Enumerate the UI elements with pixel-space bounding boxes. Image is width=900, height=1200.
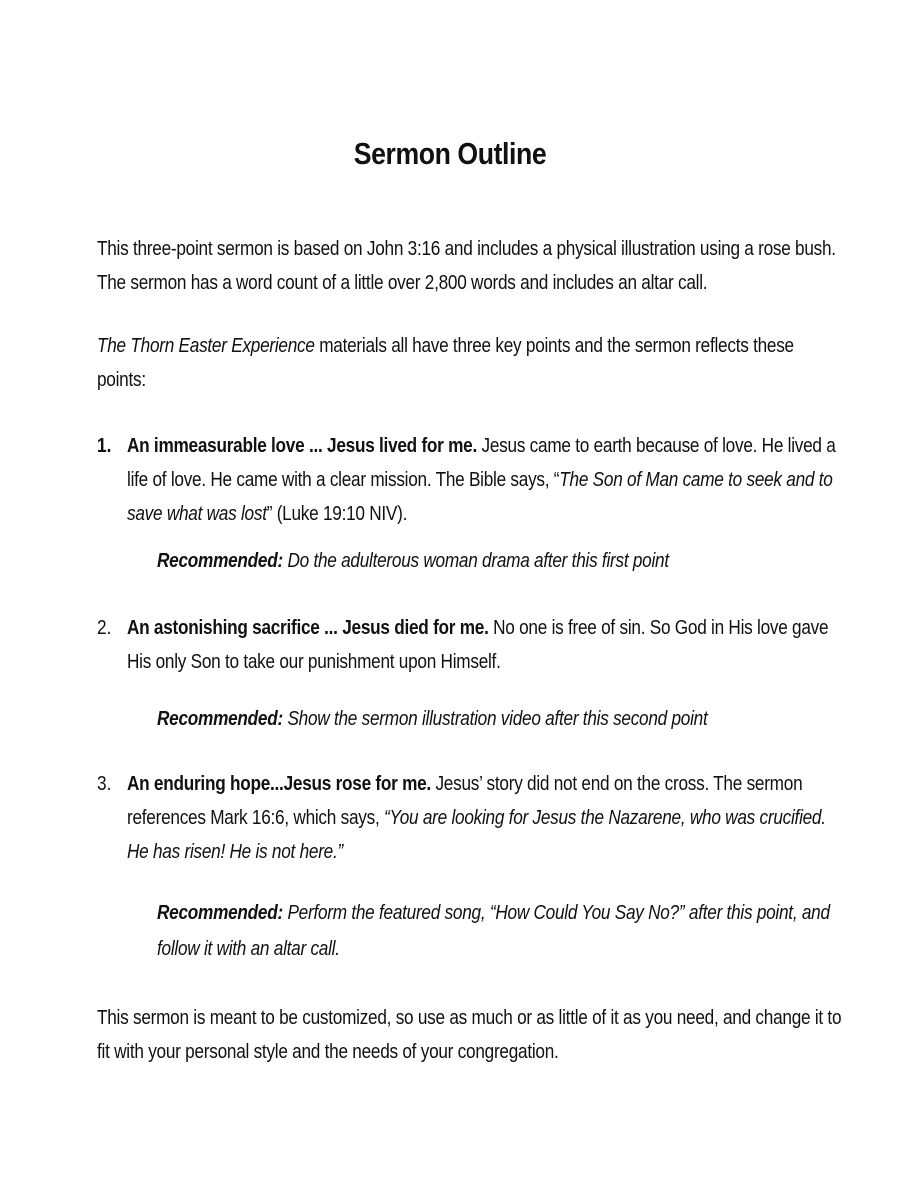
point-1-body [127,429,836,531]
point-3-line-2-quote: “You are looking for Jesus the Nazarene, who was crucified. [383,807,826,829]
intro-line-2: The sermon has a word count of a little over 2,800 words and includes an altar call. [97,272,708,294]
point-1-line-2-quote: The Son of Man came to seek and to [559,469,833,491]
point-3-line-1-rest: Jesus’ story did not end on the cross. The sermon [430,773,803,795]
point-1-rec-text: Do the adulterous woman drama after this first point [282,550,669,572]
point-1-line-3-quote: save what was lost [127,503,267,525]
intro-line-1: This three-point sermon is based on John 3:16 and includes a physical illustration using a rose bush. [97,238,836,260]
point-2-rec-text: Show the sermon illustration video after this second point [282,708,708,730]
materials-line-1 [97,329,819,363]
point-1-recommendation [157,543,845,579]
point-1-line-2-plain: life of love. He came with a clear mission. The Bible says, “ [127,469,560,491]
point-2-line-1-rest: No one is free of sin. So God in His love gave [488,617,829,639]
closing-paragraph [97,1001,842,1069]
point-3-number: 3. [97,773,112,795]
point-3-line-2 [127,801,832,835]
point-1-line-1 [127,429,836,463]
point-3-line-3: He has risen! He is not here.” [127,841,343,863]
point-3-rec-text-1: Perform the featured song, “How Could You Say No?” after this point, and [282,902,830,924]
point-2-line-2: His only Son to take our punishment upon Himself. [127,651,501,673]
point-2-line-1 [127,611,832,645]
closing-line-2: fit with your personal style and the needs of your congregation. [97,1041,559,1063]
point-1-rec-label: Recommended: [157,550,283,572]
point-2-rec-label: Recommended: [157,708,283,730]
point-3-recommendation [157,895,845,967]
point-2-heading: An astonishing sacrifice ... Jesus died for me. [127,617,489,639]
point-3-body [127,767,832,869]
materials-line-1-rest: materials all have three key points and the sermon reflects these [314,335,794,357]
point-1-number: 1. [97,435,112,457]
page-title: Sermon Outline [353,136,547,171]
point-3-rec-label: Recommended: [157,902,283,924]
materials-paragraph [97,329,819,397]
point-2-number: 2. [97,617,112,639]
point-2-recommendation [157,701,845,737]
point-1-line-3 [127,497,832,531]
closing-line-1: This sermon is meant to be customized, so use as much or as little of it as you need, and change it to [97,1007,842,1029]
point-3-line-1 [127,767,832,801]
intro-paragraph [97,232,836,300]
point-1-heading: An immeasurable love ... Jesus lived for me. [127,435,477,457]
point-1-line-2 [127,463,832,497]
point-3-heading: An enduring hope...Jesus rose for me. [127,773,431,795]
materials-title-italic: The Thorn Easter Experience [97,335,315,357]
point-1-line-3-plain: ” (Luke 19:10 NIV). [266,503,408,525]
point-3-line-2-plain: references Mark 16:6, which says, [127,807,384,829]
point-3-rec-text-2: follow it with an altar call. [157,938,340,960]
point-2-body [127,611,832,679]
point-1-line-1-rest: Jesus came to earth because of love. He lived a [476,435,836,457]
materials-line-2: points: [97,369,146,391]
